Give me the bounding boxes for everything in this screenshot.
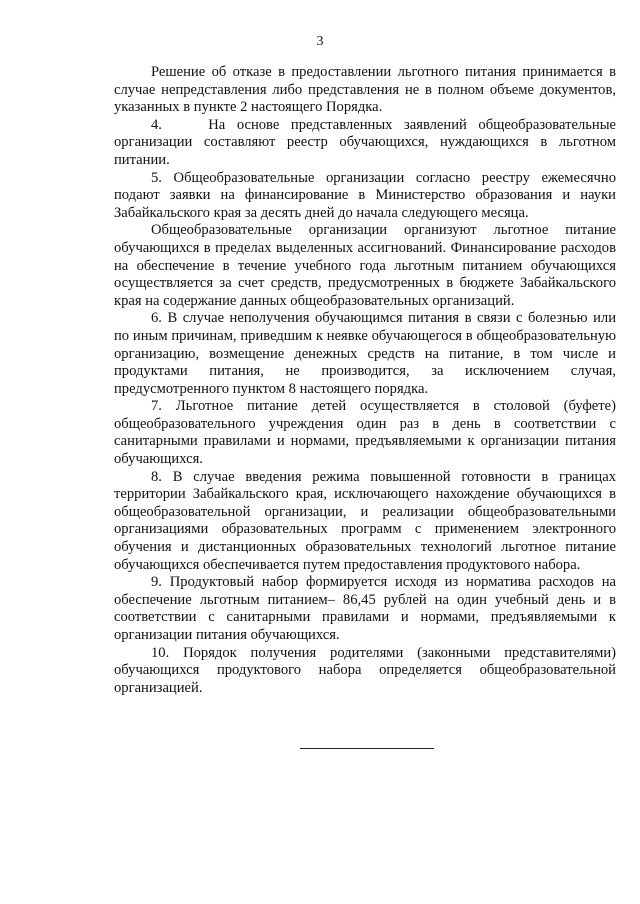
paragraph-item-7: 7. Льготное питание детей осуществляется в столовой (буфете) общеобразовательного учреждения один раз в день в соответствии с санитарными правилами и нормами, предъявляемыми к организации питания обучающихся. [114, 398, 616, 468]
paragraph-item-4: 4. На основе представленных заявлений общеобразовательные организации составляют реестр обучающихся, нуждающихся в льготном питании. [114, 116, 616, 168]
paragraph-item-6: 6. В случае неполучения обучающимся питания в связи с болезнью или по иным причинам, приведшим к неявке обучающегося в общеобразовательную организацию, возмещение денежных средств на питание, в том числе и продуктами питания, не производится, за исключением случая, предусмотренного пунктом 8 настоящего порядка. [114, 310, 616, 397]
paragraph-financing: Общеобразовательные организации организуют льготное питание обучающихся в пределах выделенных ассигнований. Финансирование расходов на обеспечение в течение учебного года льготным питанием обучающихся осуществляется за счет средств, предусмотренных в бюджете Забайкальского края на содержание данных общеобразовательных организаций. [114, 222, 616, 309]
paragraph-item-10: 10. Порядок получения родителями (законными представителями) обучающихся продуктового набора определяется общеобразовательной организацией. [114, 644, 616, 696]
paragraph-refusal-decision: Решение об отказе в предоставлении льготного питания принимается в случае непредставления либо представления не в полном объеме документов, указанных в пункте 2 настоящего Порядка. [114, 64, 616, 116]
end-separator-line [300, 748, 434, 749]
paragraph-item-8: 8. В случае введения режима повышенной готовности в границах территории Забайкальского края, исключающего нахождение обучающихся в общеобразовательной организации, и реализации общеобразовательными организациями образовательных программ с применением электронного обучения и дистанционных образовательных технологий льготное питание обучающихся обеспечивается путем предоставления продуктового набора. [114, 468, 616, 573]
document-body [114, 64, 616, 697]
paragraph-item-5: 5. Общеобразовательные организации согласно реестру ежемесячно подают заявки на финансирование в Министерство образования и науки Забайкальского края за десять дней до начала следующего месяца. [114, 169, 616, 221]
paragraph-item-9: 9. Продуктовый набор формируется исходя из норматива расходов на обеспечение льготным питанием– 86,45 рублей на один учебный день и в соответствии с санитарными правилами и нормами, предъявляемыми к организации питания обучающихся. [114, 574, 616, 643]
page-number: 3 [316, 34, 324, 49]
